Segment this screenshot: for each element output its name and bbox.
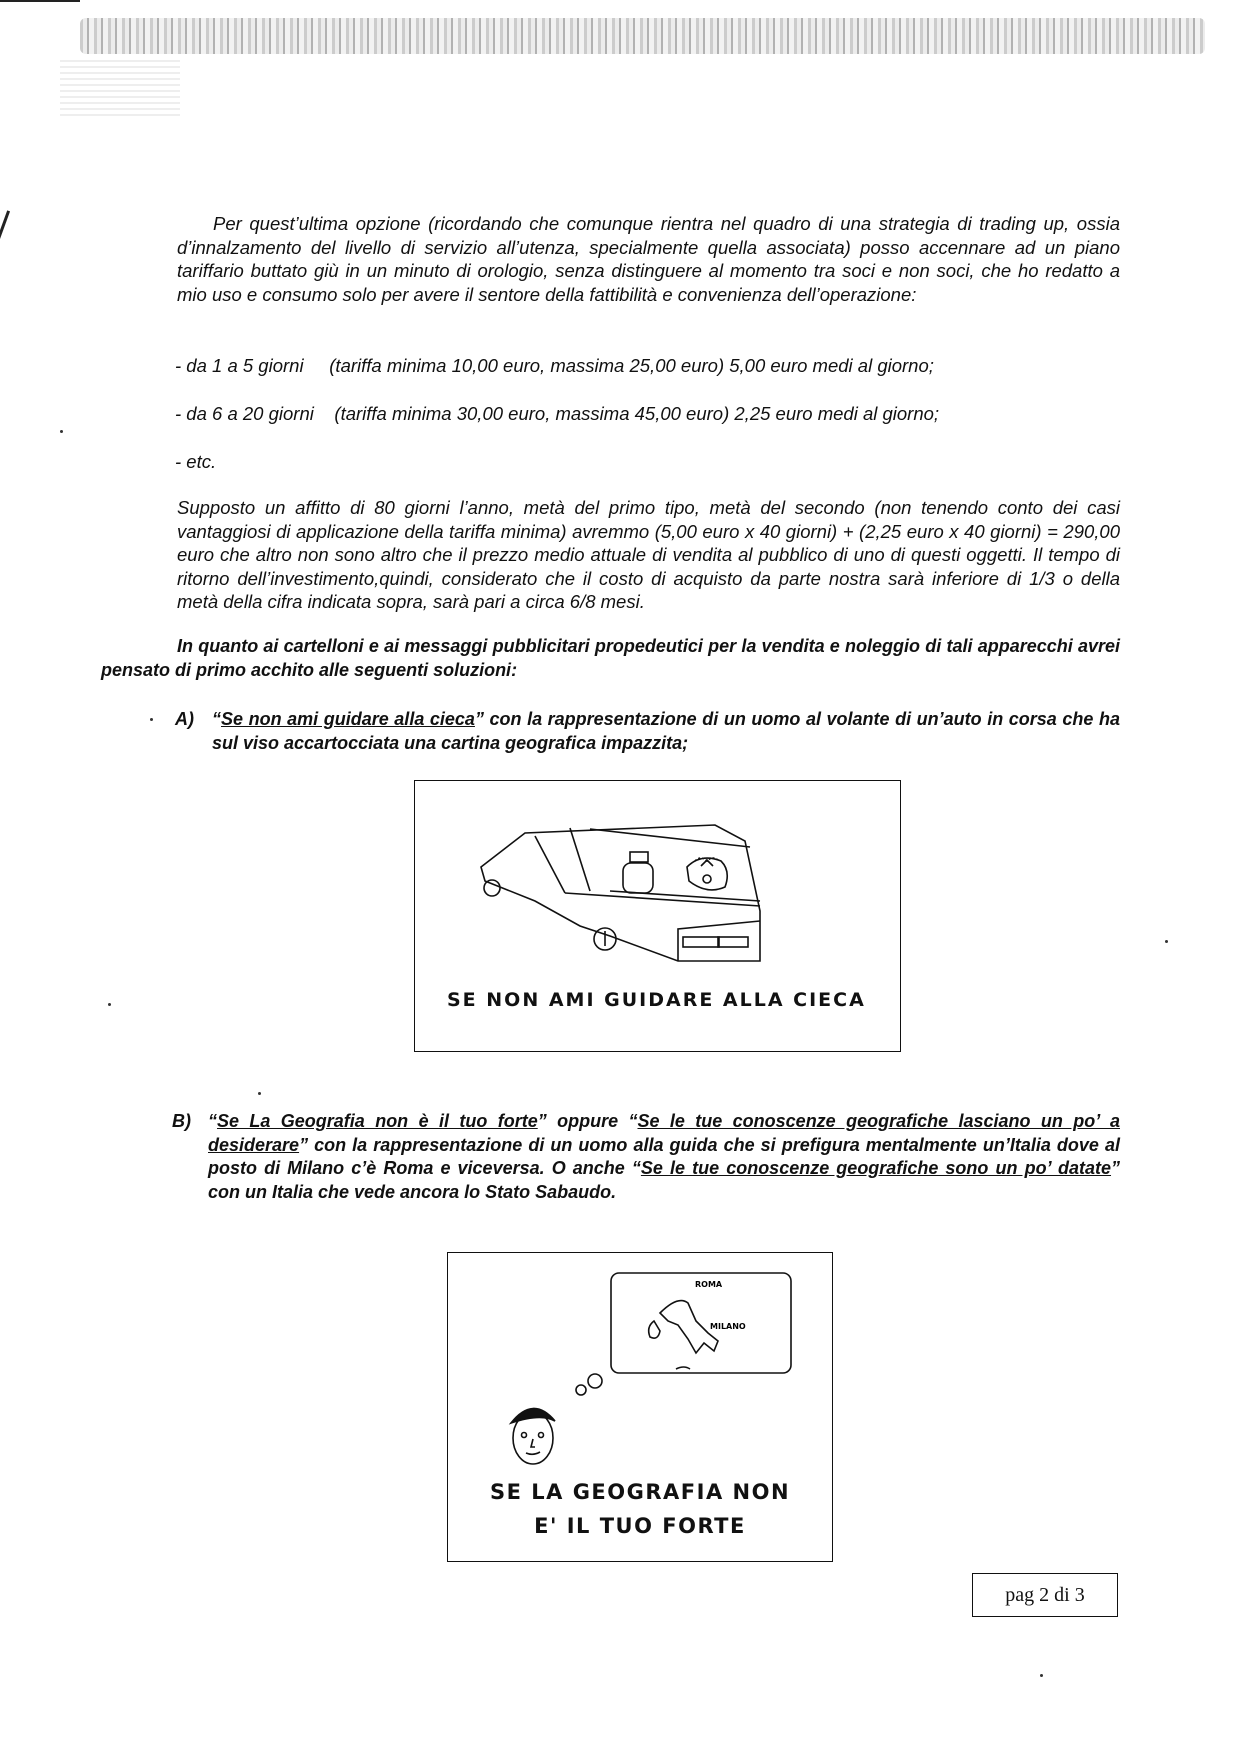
- intro-paragraph: Per quest’ultima opzione (ricordando che comunque rientra nel quadro di una strategia di trading up, ossia d’innalzamento del livello di servizio all’utenza, specialmente quella associata) posso accennare ad un piano tariffario buttato giù in un minuto di orologio, senza distinguere al momento tra soci e non soci, che ho redatto a mio uso e consumo solo per avere il sentore della fattibilità e convenienza dell’operazione:: [177, 213, 1120, 305]
- tariff-detail: (tariffa minima 30,00 euro, massima 45,00 euro) 2,25 euro medi al giorno;: [334, 403, 940, 424]
- scan-speck: [1040, 1674, 1043, 1677]
- scan-speck: [258, 1092, 261, 1095]
- option-b-connector-1: ” oppure “: [537, 1111, 638, 1131]
- scan-speck: [108, 1003, 111, 1006]
- option-b-text: “Se La Geografia non è il tuo forte” oppure “Se le tue conoscenze geografiche lasciano un po’ a desiderare” con la rappresentazione di un uomo alla guida che si prefigura mentalmente un’Italia dove al posto di Milano c’è Roma e viceversa. O anche “Se le tue conoscenze geografiche sono un po’ datate” con un Italia che vede ancora lo Stato Sabaudo.: [208, 1111, 1121, 1202]
- geography-illustration-caption: [448, 1475, 832, 1543]
- tariff-range: - etc.: [175, 451, 217, 472]
- page-number-box: [972, 1573, 1118, 1617]
- tariff-item-etc: [175, 450, 216, 474]
- map-label-roma: ROMA: [695, 1280, 723, 1289]
- scan-speck: [60, 430, 63, 433]
- geography-caption-line-2: E' IL TUO FORTE: [534, 1514, 746, 1538]
- geography-illustration-box: [447, 1252, 833, 1562]
- map-label-milano: MILANO: [710, 1322, 746, 1331]
- scan-speck: [150, 718, 153, 721]
- tariff-item-2: [175, 402, 939, 426]
- option-b-description: ” con la rappresentazione di un uomo alla guida che si prefigura mentalmente un’Italia dove al posto di Milano c’è Roma e viceversa. O anche “: [208, 1134, 1120, 1178]
- calculation-paragraph: Supposto un affitto di 80 giorni l’anno, metà del primo tipo, metà del secondo (non tenendo conto dei casi vantaggiosi di applicazione della tariffa minima) avremmo (5,00 euro x 40 giorni) + (2,25 euro x 40 giorni) = 290,00 euro che altro non sono altro che il prezzo medio attuale di vendita al pubblico di uno di questi oggetti. Il tempo di ritorno dell’investimento,quindi, considerato che il costo di acquisto da parte nostra sarà inferiore di 1/3 o della metà della cifra indicata sopra, sarà pari a circa 6/8 mesi.: [177, 497, 1120, 612]
- scan-margin-mark: [0, 210, 10, 239]
- scan-speck: [1165, 940, 1168, 943]
- tariff-range: - da 1 a 5 giorni: [175, 355, 304, 376]
- tariff-range: - da 6 a 20 giorni: [175, 403, 314, 424]
- option-b-marker: B): [172, 1111, 191, 1131]
- geography-caption-line-1: SE LA GEOGRAFIA NON: [489, 1480, 791, 1504]
- option-b-quote-3: Se le tue conoscenze geografiche sono un po’ datate: [640, 1158, 1112, 1178]
- scan-edge-mark: [0, 0, 80, 2]
- scan-noise-corner: [60, 56, 180, 116]
- page-number: pag 2 di 3: [1005, 1583, 1085, 1606]
- tariff-detail: (tariffa minima 10,00 euro, massima 25,00 euro) 5,00 euro medi al giorno;: [329, 355, 934, 376]
- car-illustration-caption: SE NON AMI GUIDARE ALLA CIECA: [447, 989, 866, 1011]
- car-illustration-box: [414, 780, 901, 1052]
- option-b-ending: ” con un Italia che vede ancora lo Stato Sabaudo.: [208, 1158, 1121, 1202]
- scan-noise-band: [80, 18, 1205, 54]
- option-b-quote-1: Se La Geografia non è il tuo forte: [217, 1111, 538, 1131]
- car-drawing: [415, 781, 900, 981]
- tariff-item-1: [175, 354, 934, 378]
- thinking-man-drawing: [448, 1253, 832, 1473]
- option-b-quote-2: Se le tue conoscenze geografiche lasciano un po’ a desiderare: [208, 1111, 1120, 1155]
- option-a-quote: Se non ami guidare alla cieca: [221, 709, 475, 729]
- option-a-marker: A): [175, 709, 194, 729]
- option-a-description: con la rappresentazione di un uomo al volante di un’auto in corsa che ha sul viso accartocciata una cartina geografica impazzita;: [212, 709, 1120, 753]
- ads-intro-paragraph: In quanto ai cartelloni e ai messaggi pubblicitari propedeutici per la vendita e noleggio di tali apparecchi avrei pensato di primo acchito alle seguenti soluzioni:: [101, 636, 1120, 680]
- option-a-text: “Se non ami guidare alla cieca” con la rappresentazione di un uomo al volante di un’auto in corsa che ha sul viso accartocciata una cartina geografica impazzita;: [212, 709, 1120, 753]
